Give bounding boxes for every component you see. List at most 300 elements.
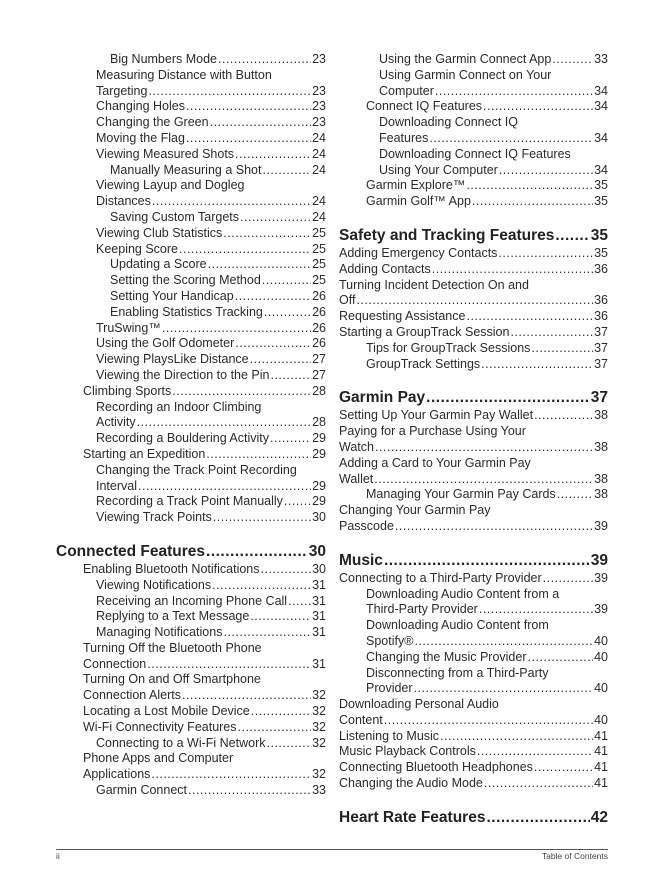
dot-leader bbox=[270, 431, 311, 447]
toc-entry[interactable] bbox=[56, 273, 326, 289]
dot-leader bbox=[137, 415, 312, 431]
entry-title: Connecting Bluetooth Headphones bbox=[339, 760, 533, 775]
dot-leader bbox=[235, 289, 311, 305]
page-number: 40 bbox=[594, 681, 608, 696]
entry-title: Off bbox=[339, 293, 356, 308]
entry-title: Viewing Track Points bbox=[96, 510, 212, 525]
entry-title: Changing the Green bbox=[96, 115, 209, 130]
toc-entry[interactable] bbox=[339, 341, 608, 357]
entry-title: Viewing the Direction to the Pin bbox=[96, 367, 270, 382]
page-number: 23 bbox=[312, 99, 326, 114]
page-number: 24 bbox=[312, 209, 326, 224]
entry-title: Provider bbox=[366, 681, 413, 696]
toc-entry[interactable] bbox=[56, 99, 326, 115]
page-number: 29 bbox=[312, 446, 326, 461]
entry-title: Using Your Computer bbox=[379, 162, 498, 177]
dot-leader bbox=[429, 131, 593, 147]
dot-leader bbox=[152, 194, 311, 210]
dot-leader bbox=[543, 571, 593, 587]
entry-title: Adding a Card to Your Garmin Pay bbox=[339, 455, 531, 470]
toc-entry[interactable] bbox=[56, 368, 326, 384]
entry-title: Recording a Bouldering Activity bbox=[96, 431, 270, 446]
entry-title: Using the Garmin Connect App bbox=[379, 52, 552, 66]
toc-entry[interactable] bbox=[56, 68, 326, 100]
toc-entry[interactable] bbox=[56, 52, 326, 68]
entry-title: Garmin Connect bbox=[96, 783, 188, 798]
entry-title: Tips for GroupTrack Sessions bbox=[366, 340, 531, 355]
dot-leader bbox=[186, 99, 311, 115]
entry-title: Viewing PlaysLike Distance bbox=[96, 352, 249, 367]
page-number: 24 bbox=[312, 162, 326, 177]
page-number: 42 bbox=[590, 808, 608, 826]
page-number: 23 bbox=[312, 83, 326, 98]
page-number: 35 bbox=[594, 178, 608, 193]
page-number: 26 bbox=[312, 320, 326, 335]
page-number: 29 bbox=[312, 494, 326, 509]
toc-entry[interactable] bbox=[56, 609, 326, 625]
toc-section-heading[interactable] bbox=[56, 542, 326, 562]
dot-leader bbox=[534, 408, 593, 424]
page-number: 34 bbox=[594, 130, 608, 145]
page-number: 25 bbox=[312, 241, 326, 256]
dot-leader bbox=[251, 704, 311, 720]
entry-title: Downloading Personal Audio bbox=[339, 697, 499, 712]
dot-leader bbox=[466, 178, 593, 194]
entry-title: Changing Holes bbox=[96, 99, 185, 114]
dot-leader bbox=[484, 776, 593, 792]
entry-title: Content bbox=[339, 712, 383, 727]
page-number: 27 bbox=[312, 352, 326, 367]
page-number: 39 bbox=[594, 602, 608, 617]
entry-title: Activity bbox=[96, 415, 136, 430]
entry-title: Managing Notifications bbox=[96, 625, 223, 640]
page-number: 32 bbox=[312, 735, 326, 750]
page-number: 31 bbox=[312, 656, 326, 671]
entry-title: Requesting Assistance bbox=[339, 309, 466, 324]
dot-leader bbox=[212, 578, 311, 594]
entry-title: Updating a Score bbox=[110, 257, 207, 272]
page-number: 33 bbox=[312, 783, 326, 798]
page-number: 35 bbox=[594, 245, 608, 260]
page-number: 41 bbox=[594, 744, 608, 759]
entry-title: Using the Golf Odometer bbox=[96, 336, 235, 351]
entry-title: Connection bbox=[83, 656, 147, 671]
toc-entry[interactable] bbox=[339, 309, 608, 325]
page-number: 41 bbox=[594, 776, 608, 791]
dot-leader bbox=[218, 52, 311, 68]
footer-title: Table of Contents bbox=[541, 851, 608, 861]
dot-leader bbox=[356, 293, 593, 309]
entry-title: Changing Your Garmin Pay bbox=[339, 503, 491, 518]
dot-leader bbox=[510, 325, 593, 341]
toc-entry[interactable] bbox=[56, 257, 326, 273]
toc-entry[interactable] bbox=[56, 672, 326, 704]
entry-title: Viewing Notifications bbox=[96, 577, 212, 592]
entry-title: Turning Incident Detection On and bbox=[339, 277, 529, 292]
entry-title: Enabling Bluetooth Notifications bbox=[83, 561, 260, 576]
toc-entry[interactable] bbox=[56, 431, 326, 447]
dot-leader bbox=[188, 783, 311, 799]
entry-title: Music Playback Controls bbox=[339, 744, 476, 759]
dot-leader bbox=[238, 720, 312, 736]
page-number: 38 bbox=[594, 408, 608, 423]
toc-entry[interactable] bbox=[339, 571, 608, 587]
toc-entry[interactable] bbox=[56, 352, 326, 368]
toc-entry[interactable] bbox=[56, 494, 326, 510]
page-number: 29 bbox=[312, 431, 326, 446]
toc-entry[interactable] bbox=[339, 456, 608, 488]
toc-entry[interactable] bbox=[56, 321, 326, 337]
toc-entry[interactable] bbox=[339, 68, 608, 100]
section-title: Garmin Pay bbox=[339, 389, 426, 407]
page-number: 27 bbox=[312, 367, 326, 382]
dot-leader bbox=[499, 163, 593, 179]
entry-title: Features bbox=[379, 130, 429, 145]
entry-title: Garmin Explore™ bbox=[366, 178, 466, 193]
toc-entry[interactable] bbox=[339, 650, 608, 666]
entry-title: Spotify® bbox=[366, 633, 414, 648]
page-number: 30 bbox=[312, 561, 326, 576]
page-number: 36 bbox=[594, 293, 608, 308]
toc-entry[interactable] bbox=[339, 666, 608, 698]
page-number: 24 bbox=[312, 130, 326, 145]
page-number: 31 bbox=[312, 625, 326, 640]
toc-entry[interactable] bbox=[339, 278, 608, 310]
entry-title: Recording a Track Point Manually bbox=[96, 494, 283, 509]
dot-leader bbox=[235, 147, 311, 163]
dot-leader bbox=[534, 760, 593, 776]
entry-title: Starting a GroupTrack Session bbox=[339, 324, 510, 339]
dot-leader bbox=[261, 562, 312, 578]
page-number: 32 bbox=[312, 688, 326, 703]
entry-title: Viewing Club Statistics bbox=[96, 225, 223, 240]
dot-leader bbox=[477, 744, 593, 760]
toc-entry[interactable] bbox=[56, 783, 326, 799]
entry-title: Listening to Music bbox=[339, 728, 440, 743]
toc-entry[interactable] bbox=[339, 618, 608, 650]
dot-leader bbox=[395, 519, 593, 535]
page-number: 40 bbox=[594, 712, 608, 727]
dot-leader bbox=[147, 657, 311, 673]
toc-entry[interactable] bbox=[56, 147, 326, 163]
dot-leader bbox=[557, 487, 593, 503]
page-number: 41 bbox=[594, 728, 608, 743]
page-number: 38 bbox=[594, 471, 608, 486]
entry-title: Downloading Audio Content from a bbox=[366, 586, 560, 601]
entry-title: Distances bbox=[96, 194, 151, 209]
toc-entry[interactable] bbox=[339, 262, 608, 278]
toc-entry[interactable] bbox=[56, 625, 326, 641]
toc-entry[interactable] bbox=[339, 424, 608, 456]
page-number: 35 bbox=[590, 226, 608, 244]
page-number: 25 bbox=[312, 257, 326, 272]
dot-leader bbox=[531, 341, 593, 357]
toc-entry[interactable] bbox=[339, 52, 608, 68]
dot-leader bbox=[162, 321, 311, 337]
toc-entry[interactable] bbox=[56, 163, 326, 179]
toc-entry[interactable] bbox=[56, 720, 326, 736]
entry-title: Third-Party Provider bbox=[366, 602, 478, 617]
footer-page-number: ii bbox=[56, 851, 60, 861]
toc-entry[interactable] bbox=[339, 587, 608, 619]
toc-section-heading[interactable] bbox=[339, 551, 608, 571]
dot-leader bbox=[151, 767, 311, 783]
toc-entry[interactable] bbox=[339, 744, 608, 760]
entry-title: Setting Up Your Garmin Pay Wallet bbox=[339, 408, 534, 423]
page-number: 31 bbox=[312, 577, 326, 592]
entry-title: Downloading Connect IQ Features bbox=[379, 146, 571, 161]
dot-leader bbox=[182, 688, 311, 704]
entry-title: Replying to a Text Message bbox=[96, 609, 250, 624]
dot-leader bbox=[384, 713, 593, 729]
toc-entry[interactable] bbox=[56, 131, 326, 147]
dot-leader bbox=[374, 472, 593, 488]
page-number: 36 bbox=[594, 309, 608, 324]
entry-title: Keeping Score bbox=[96, 241, 179, 256]
toc-entry[interactable] bbox=[56, 242, 326, 258]
dot-leader bbox=[440, 729, 593, 745]
entry-title: Wi-Fi Connectivity Features bbox=[83, 719, 237, 734]
toc-section-heading[interactable] bbox=[339, 388, 608, 408]
dot-leader bbox=[375, 440, 593, 456]
toc-entry[interactable] bbox=[339, 503, 608, 535]
toc-entry[interactable] bbox=[56, 562, 326, 578]
page-number: 39 bbox=[594, 570, 608, 585]
page-number: 31 bbox=[312, 609, 326, 624]
dot-leader bbox=[432, 262, 593, 278]
toc-column-right bbox=[339, 52, 608, 828]
dot-leader bbox=[414, 681, 594, 697]
dot-leader bbox=[210, 115, 312, 131]
toc-entry[interactable] bbox=[56, 226, 326, 242]
entry-title: Computer bbox=[379, 83, 434, 98]
page-number: 38 bbox=[594, 439, 608, 454]
toc-entry[interactable] bbox=[339, 194, 608, 210]
toc-entry[interactable] bbox=[339, 729, 608, 745]
toc-entry[interactable] bbox=[56, 736, 326, 752]
toc-entry[interactable] bbox=[56, 289, 326, 305]
toc-entry[interactable] bbox=[56, 447, 326, 463]
page-number: 37 bbox=[594, 340, 608, 355]
entry-title: Moving the Flag bbox=[96, 130, 185, 145]
entry-title: Changing the Audio Mode bbox=[339, 776, 483, 791]
toc-entry[interactable] bbox=[56, 178, 326, 210]
page-number: 25 bbox=[312, 225, 326, 240]
dot-leader bbox=[528, 650, 594, 666]
dot-leader bbox=[483, 99, 593, 115]
toc-entry[interactable] bbox=[56, 336, 326, 352]
dot-leader bbox=[384, 551, 590, 571]
dot-leader bbox=[288, 594, 311, 610]
toc-column-left bbox=[56, 52, 326, 799]
dot-leader bbox=[555, 226, 589, 246]
entry-title: Measuring Distance with Button bbox=[96, 67, 272, 82]
page-number: 34 bbox=[594, 162, 608, 177]
toc-entry[interactable] bbox=[56, 704, 326, 720]
page-number: 40 bbox=[594, 649, 608, 664]
page-number: 30 bbox=[312, 510, 326, 525]
entry-title: Changing the Track Point Recording bbox=[96, 462, 297, 477]
dot-leader bbox=[186, 131, 311, 147]
toc-entry[interactable] bbox=[56, 384, 326, 400]
entry-title: Big Numbers Mode bbox=[110, 52, 217, 66]
dot-leader bbox=[138, 479, 311, 495]
page-number: 31 bbox=[312, 593, 326, 608]
toc-entry[interactable] bbox=[339, 357, 608, 373]
page-number: 32 bbox=[312, 719, 326, 734]
dot-leader bbox=[235, 336, 311, 352]
dot-leader bbox=[267, 736, 312, 752]
page-number: 30 bbox=[308, 542, 326, 560]
dot-leader bbox=[206, 447, 311, 463]
dot-leader bbox=[481, 357, 593, 373]
dot-leader bbox=[213, 510, 311, 526]
section-title: Safety and Tracking Features bbox=[339, 226, 555, 244]
toc-entry[interactable] bbox=[56, 115, 326, 131]
page-number: 41 bbox=[594, 760, 608, 775]
dot-leader bbox=[208, 257, 312, 273]
page-number: 24 bbox=[312, 146, 326, 161]
entry-title: Connecting to a Third-Party Provider bbox=[339, 570, 542, 585]
entry-title: Targeting bbox=[96, 83, 148, 98]
toc-entry[interactable] bbox=[339, 325, 608, 341]
page-number: 40 bbox=[594, 633, 608, 648]
page-number: 32 bbox=[312, 767, 326, 782]
dot-leader bbox=[552, 52, 593, 68]
entry-title: Managing Your Garmin Pay Cards bbox=[366, 487, 556, 502]
page-number: 28 bbox=[312, 383, 326, 398]
page-number: 38 bbox=[594, 487, 608, 502]
entry-title: Starting an Expedition bbox=[83, 446, 206, 461]
section-title: Music bbox=[339, 551, 383, 569]
dot-leader bbox=[284, 494, 311, 510]
page-number: 39 bbox=[594, 518, 608, 533]
entry-title: Paying for a Purchase Using Your bbox=[339, 424, 526, 439]
dot-leader bbox=[262, 273, 311, 289]
section-title: Heart Rate Features bbox=[339, 808, 486, 826]
entry-title: TruSwing™ bbox=[96, 320, 161, 335]
entry-title: Recording an Indoor Climbing bbox=[96, 399, 262, 414]
page-number: 34 bbox=[594, 83, 608, 98]
toc-entry[interactable] bbox=[339, 246, 608, 262]
dot-leader bbox=[223, 226, 311, 242]
entry-title: Connecting to a Wi-Fi Network bbox=[96, 735, 266, 750]
page-number: 28 bbox=[312, 415, 326, 430]
toc-entry[interactable] bbox=[339, 697, 608, 729]
page-number: 36 bbox=[594, 261, 608, 276]
page-number: 35 bbox=[594, 194, 608, 209]
dot-leader bbox=[250, 352, 311, 368]
entry-title: Passcode bbox=[339, 518, 394, 533]
dot-leader bbox=[426, 388, 590, 408]
entry-title: Downloading Audio Content from bbox=[366, 618, 549, 633]
entry-title: Downloading Connect IQ bbox=[379, 115, 518, 130]
toc-section-heading[interactable] bbox=[339, 808, 608, 828]
dot-leader bbox=[264, 305, 311, 321]
entry-title: Setting Your Handicap bbox=[110, 288, 234, 303]
toc-entry[interactable] bbox=[339, 408, 608, 424]
toc-entry[interactable] bbox=[339, 178, 608, 194]
dot-leader bbox=[498, 246, 593, 262]
toc-entry[interactable] bbox=[56, 400, 326, 432]
entry-title: Connection Alerts bbox=[83, 688, 181, 703]
entry-title: Applications bbox=[83, 767, 151, 782]
page-number: 23 bbox=[312, 115, 326, 130]
toc-entry[interactable] bbox=[339, 99, 608, 115]
page-number: 34 bbox=[594, 99, 608, 114]
dot-leader bbox=[179, 242, 311, 258]
toc-entry[interactable] bbox=[339, 776, 608, 792]
page-footer bbox=[56, 849, 608, 861]
dot-leader bbox=[206, 542, 308, 562]
toc-entry[interactable] bbox=[339, 760, 608, 776]
toc-entry[interactable] bbox=[56, 594, 326, 610]
toc-entry[interactable] bbox=[339, 115, 608, 147]
toc-entry[interactable] bbox=[339, 147, 608, 179]
toc-entry[interactable] bbox=[56, 463, 326, 495]
dot-leader bbox=[479, 602, 593, 618]
entry-title: Connect IQ Features bbox=[366, 99, 483, 114]
page-number: 33 bbox=[594, 52, 608, 66]
entry-title: Viewing Measured Shots bbox=[96, 146, 235, 161]
page-number: 39 bbox=[590, 551, 608, 569]
page-number: 37 bbox=[594, 356, 608, 371]
entry-title: Adding Emergency Contacts bbox=[339, 245, 498, 260]
dot-leader bbox=[414, 634, 593, 650]
toc-entry[interactable] bbox=[56, 305, 326, 321]
dot-leader bbox=[148, 84, 311, 100]
entry-title: Enabling Statistics Tracking bbox=[110, 304, 263, 319]
entry-title: Setting the Scoring Method bbox=[110, 273, 261, 288]
entry-title: Disconnecting from a Third-Party bbox=[366, 665, 549, 680]
dot-leader bbox=[250, 609, 311, 625]
page-number: 24 bbox=[312, 194, 326, 209]
page-number: 37 bbox=[590, 389, 608, 407]
entry-title: Manually Measuring a Shot bbox=[110, 162, 262, 177]
toc-entry[interactable] bbox=[56, 510, 326, 526]
page-number: 37 bbox=[594, 324, 608, 339]
entry-title: Receiving an Incoming Phone Call bbox=[96, 593, 288, 608]
entry-title: Watch bbox=[339, 439, 374, 454]
page-number: 29 bbox=[312, 478, 326, 493]
entry-title: Climbing Sports bbox=[83, 383, 172, 398]
dot-leader bbox=[472, 194, 593, 210]
dot-leader bbox=[486, 808, 589, 828]
entry-title: Changing the Music Provider bbox=[366, 649, 527, 664]
dot-leader bbox=[223, 625, 311, 641]
entry-title: Turning On and Off Smartphone bbox=[83, 672, 261, 687]
section-title: Connected Features bbox=[56, 542, 206, 560]
toc-entry[interactable] bbox=[56, 210, 326, 226]
dot-leader bbox=[270, 368, 311, 384]
entry-title: Using Garmin Connect on Your bbox=[379, 67, 552, 82]
entry-title: Adding Contacts bbox=[339, 261, 431, 276]
toc-entry[interactable] bbox=[56, 641, 326, 673]
entry-title: Phone Apps and Computer bbox=[83, 751, 234, 766]
toc-entry[interactable] bbox=[339, 487, 608, 503]
entry-title: Wallet bbox=[339, 471, 374, 486]
dot-leader bbox=[240, 210, 311, 226]
dot-leader bbox=[466, 309, 593, 325]
entry-title: Locating a Lost Mobile Device bbox=[83, 704, 250, 719]
page-number: 25 bbox=[312, 273, 326, 288]
entry-title: Viewing Layup and Dogleg bbox=[96, 178, 245, 193]
entry-title: GroupTrack Settings bbox=[366, 356, 481, 371]
toc-entry[interactable] bbox=[56, 578, 326, 594]
page-number: 26 bbox=[312, 288, 326, 303]
toc-entry[interactable] bbox=[56, 751, 326, 783]
toc-section-heading[interactable] bbox=[339, 226, 608, 246]
